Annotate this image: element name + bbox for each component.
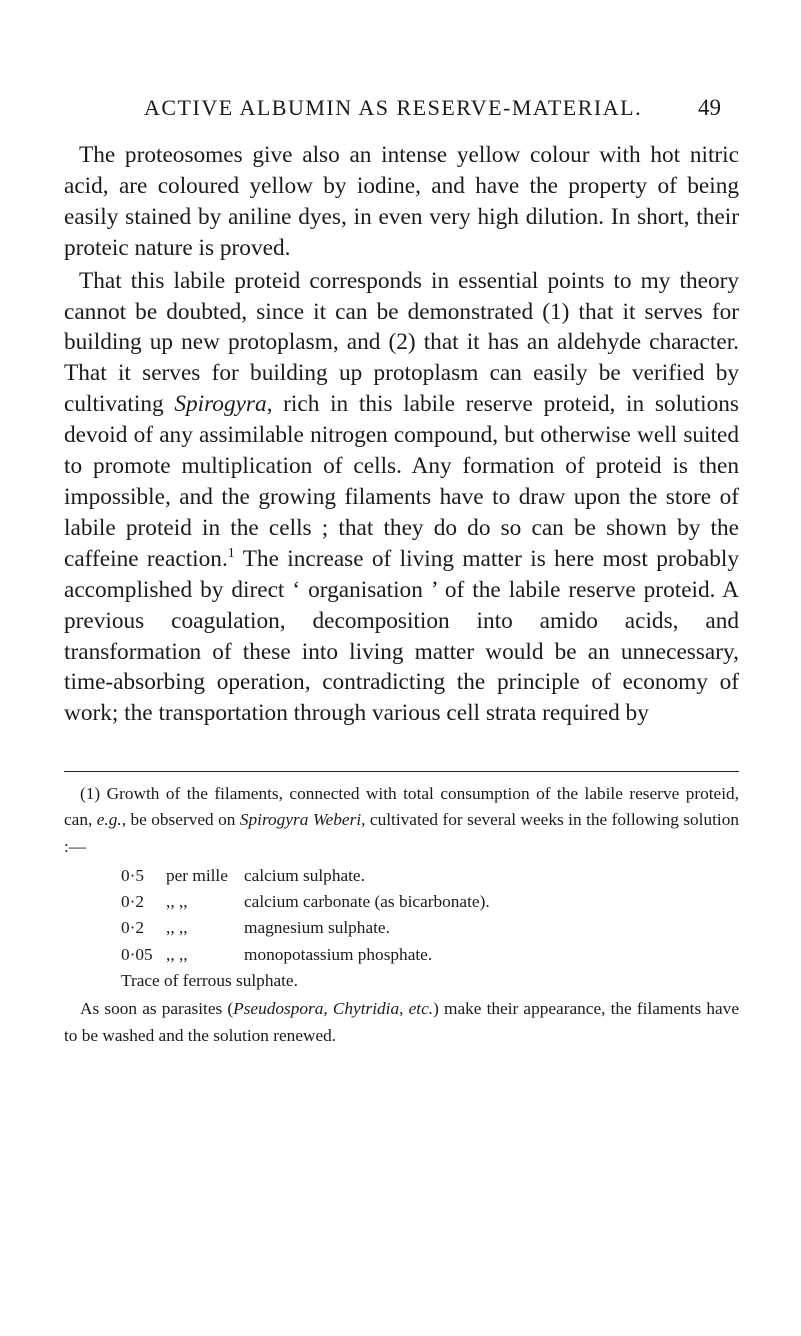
paragraph-2-part-b: rich in this labile reserve proteid, in solutions devoid of any assimilable nitrogen compound, but otherwise well suited to promote multiplication of cells. Any formation of proteid is then impossible, and the growing filaments have to draw upon the store of labile proteid in the cells ; that they do do so can be shown by the caffeine reaction. xyxy=(64,391,740,572)
solution-recipe xyxy=(64,863,739,994)
paragraph-2 xyxy=(64,266,739,730)
recipe-row xyxy=(121,863,739,889)
paragraph-2-part-a: That this labile proteid corresponds in essential points to my theory cannot be doubted, since it can be demonstrated (1) that it serves for building up new protoplasm, and (2) that it has an aldehyde character. That it serves for building up protoplasm can easily be verified by cultivating xyxy=(64,267,739,418)
recipe-row xyxy=(121,889,739,915)
paragraph-1: The proteosomes give also an intense yellow colour with hot nitric acid, are coloured yellow by iodine, and have the property of being easily stained by aniline dyes, in even very high dilution. In short, their proteic nature is proved. xyxy=(64,142,739,261)
recipe-unit: ,, ,, xyxy=(166,918,188,938)
footnote-species: Spirogyra Weberi, xyxy=(239,810,366,830)
footnote-rule xyxy=(64,771,739,772)
recipe-row xyxy=(121,915,739,941)
recipe-amount: 0·2 xyxy=(121,892,145,912)
recipe-unit: ,, ,, xyxy=(166,892,188,912)
recipe-unit: per mille xyxy=(166,865,228,885)
footnote-eg: e.g., xyxy=(96,810,127,830)
footnote-intro-b: be observed on xyxy=(126,810,240,830)
running-title: ACTIVE ALBUMIN AS RESERVE-MATERIAL. xyxy=(144,95,643,120)
recipe-trace: Trace of ferrous sulphate. xyxy=(121,971,298,991)
recipe-amount: 0·05 xyxy=(121,944,153,964)
footnote-parasites: Pseudospora, Chytridia, etc. xyxy=(233,999,434,1019)
recipe-substance: monopotassium phosphate. xyxy=(244,944,433,964)
running-header xyxy=(0,93,801,133)
footnote-intro xyxy=(64,781,739,860)
footnote-closing xyxy=(64,996,739,1049)
body-text xyxy=(64,140,739,729)
recipe-unit: ,, ,, xyxy=(166,944,188,964)
footnote-closing-a: As soon as parasites ( xyxy=(80,999,234,1019)
paragraph-2-part-c: The increase of living matter is here most probably accomplished by direct ‘ organisation ’ of the labile reserve proteid. A previous coagulation, decomposition into amido acids, and transformation of these into living matter would be an unnecessary, time-absorbing operation, contradicting the principle of economy of work; the transportation through various cell strata required by xyxy=(64,545,740,727)
genus-spirogyra: Spirogyra, xyxy=(174,391,273,418)
recipe-amount: 0·5 xyxy=(121,865,145,885)
footnote-intro-c: cultivated for several weeks in the following solution :— xyxy=(64,810,740,856)
recipe-substance: calcium carbonate (as bicarbonate). xyxy=(244,892,490,912)
page-number: 49 xyxy=(698,95,721,120)
recipe-substance: calcium sulphate. xyxy=(244,865,365,885)
footnote-marker: (1) xyxy=(80,784,101,803)
recipe-amount: 0·2 xyxy=(121,918,145,938)
recipe-substance: magnesium sulphate. xyxy=(244,918,390,938)
footnote-intro-a: Growth of the filaments, connected with total consumption of the labile reserve proteid, can, xyxy=(64,784,739,830)
recipe-row xyxy=(121,942,739,968)
footnote-reference: 1 xyxy=(227,546,235,562)
footnote-closing-b: ) make their appearance, the filaments have to be washed and the solution renewed. xyxy=(64,999,739,1045)
footnote xyxy=(64,781,739,1049)
